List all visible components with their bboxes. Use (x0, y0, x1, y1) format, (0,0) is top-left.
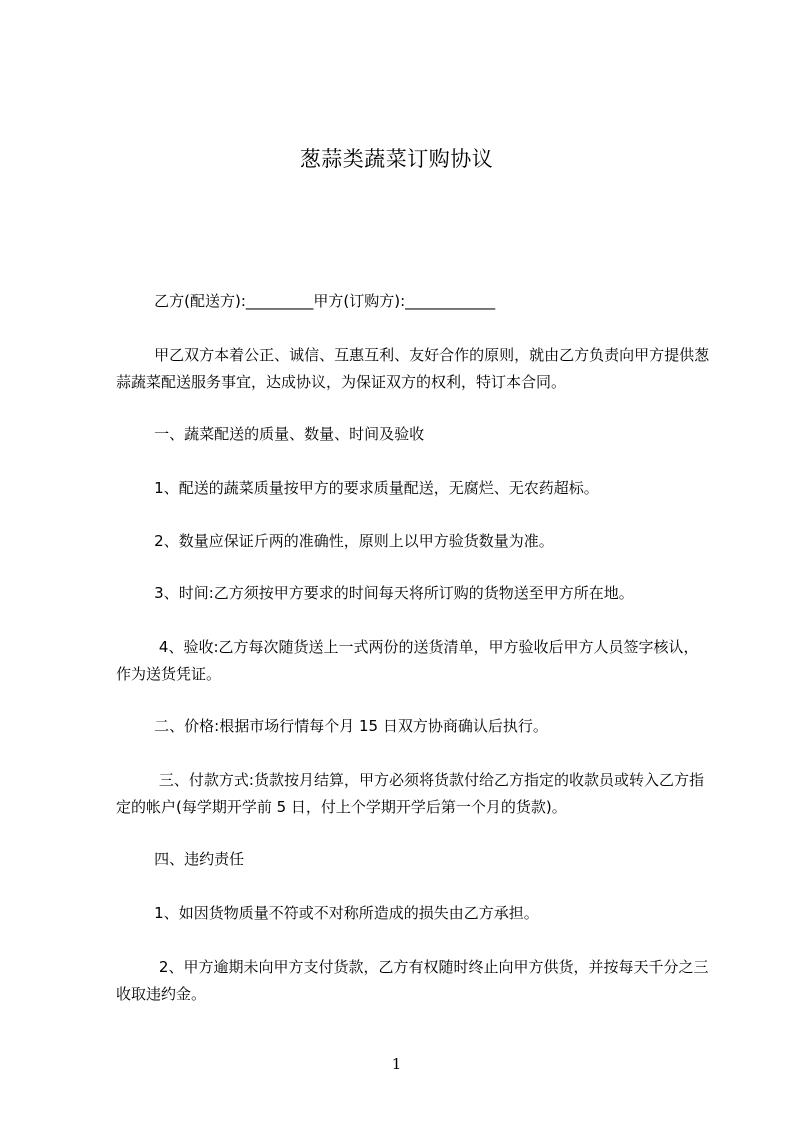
section-heading-liability: 四、违约责任 (116, 850, 245, 868)
clause-acceptance: 4、验收:乙方每次随货送上一式两份的送货清单，甲方验收后甲方人员签字核认，作为送货凭证。 (116, 638, 699, 683)
clause-quality: 1、配送的蔬菜质量按甲方的要求质量配送，无腐烂、无农药超标。 (116, 479, 599, 497)
document-title: 葱蒜类蔬菜订购协议 (299, 147, 494, 171)
clause-late-payment: 2、甲方逾期未向甲方支付货款，乙方有权随时终止向甲方供货，并按每天千分之三收取违约金。 (116, 958, 709, 1003)
clause-time: 3、时间:乙方须按甲方要求的时间每天将所订购的货物送至甲方所在地。 (116, 584, 634, 602)
page-number: 1 (391, 1055, 402, 1073)
section-payment: 三、付款方式:货款按月结算，甲方必须将货款付给乙方指定的收款员或转入乙方指定的帐户(每学期开学前 5 日，付上个学期开学后第一个月的货款)。 (116, 771, 704, 816)
section-price: 二、价格:根据市场行情每个月 15 日双方协商确认后执行。 (116, 717, 548, 735)
section-heading-quality: 一、蔬菜配送的质量、数量、时间及验收 (116, 425, 425, 443)
parties-line: 乙方(配送方):_________甲方(订购方):____________ (116, 292, 496, 310)
clause-quality-loss: 1、如因货物质量不符或不对称所造成的损失由乙方承担。 (116, 904, 539, 922)
clause-quantity: 2、数量应保证斤两的准确性，原则上以甲方验货数量为准。 (116, 532, 554, 550)
intro-paragraph: 甲乙双方本着公正、诚信、互惠互利、友好合作的原则，就由乙方负责向甲方提供葱蒜蔬菜配送服务事宜，达成协议，为保证双方的权利，特订本合同。 (116, 346, 710, 391)
